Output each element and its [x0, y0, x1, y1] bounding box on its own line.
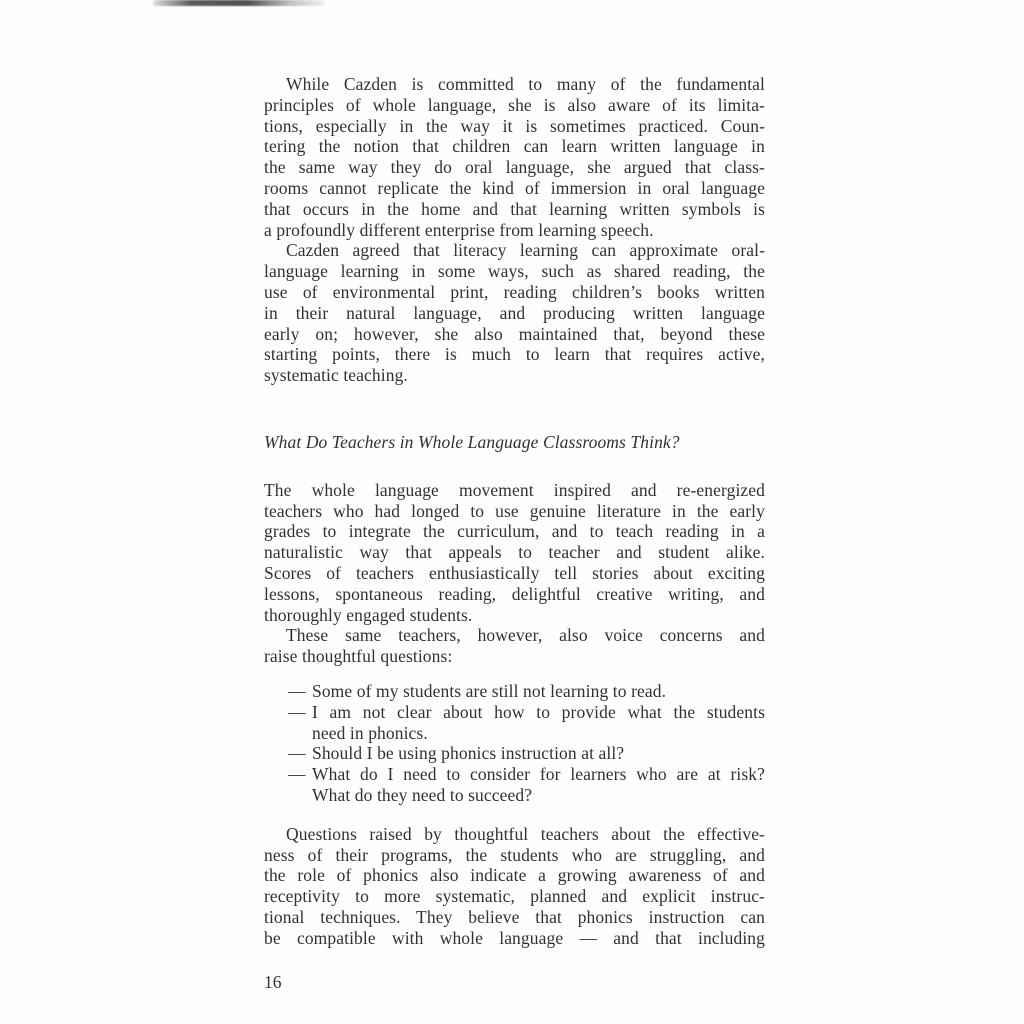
text-line: the role of phonics also indicate a growing awareness of and [264, 865, 765, 886]
text-line: Questions raised by thoughtful teachers about the effective- [286, 823, 765, 844]
em-dash-bullet: — [288, 743, 306, 764]
text-line: that occurs in the home and that learning written symbols is [264, 198, 765, 219]
paragraph [264, 480, 765, 626]
text-line: thoroughly engaged students. [264, 604, 473, 625]
page-number: 16 [264, 972, 282, 992]
text-line: principles of whole language, she is also aware of its limita- [264, 94, 765, 115]
text-line: These same teachers, however, also voice concerns and [286, 625, 765, 646]
text-line: Should I be using phonics instruction at all? [312, 743, 625, 764]
text-line: Scores of teachers enthusiastically tell stories about exciting [264, 562, 765, 583]
text-line: the same way they do oral language, she argued that class- [264, 157, 765, 178]
text-line: language learning in some ways, such as shared reading, the [264, 261, 765, 282]
section-heading: What Do Teachers in Whole Language Classrooms Think? [264, 431, 680, 452]
text-line: a profoundly different enterprise from learning speech. [264, 219, 654, 240]
em-dash-bullet: — [288, 680, 306, 701]
question-list [264, 681, 765, 806]
text-line: ness of their programs, the students who are struggling, and [264, 844, 765, 865]
paragraph [264, 74, 765, 240]
text-line: The whole language movement inspired and re-energized [264, 479, 765, 500]
question-text [312, 764, 765, 806]
text-line: early on; however, she also maintained that, beyond these [264, 323, 765, 344]
text-line: naturalistic way that appeals to teacher and student alike. [264, 542, 765, 563]
question-item [288, 743, 765, 764]
question-text [312, 702, 765, 744]
text-line: need in phonics. [312, 722, 428, 743]
paragraph [264, 625, 765, 667]
question-item [288, 764, 765, 806]
question-item [288, 702, 765, 744]
text-line: rooms cannot replicate the kind of immersion in oral language [264, 177, 765, 198]
text-line: Cazden agreed that literacy learning can approximate oral- [286, 240, 765, 261]
text-line: receptivity to more systematic, planned and explicit instruc- [264, 886, 765, 907]
question-text [312, 743, 765, 764]
text-line: While Cazden is committed to many of the fundamental [286, 74, 765, 94]
text-line: What do I need to consider for learners who are at risk? [312, 764, 765, 785]
text-line: starting points, there is much to learn that requires active, [264, 344, 765, 365]
text-line: use of environmental print, reading children’s books written [264, 281, 765, 302]
text-line: tions, especially in the way it is sometimes practiced. Coun- [264, 115, 765, 136]
page-content [264, 74, 765, 948]
em-dash-bullet: — [288, 701, 306, 722]
text-line: I am not clear about how to provide what the students [312, 701, 765, 722]
scan-edge-artifact [153, 0, 325, 6]
question-item [288, 681, 765, 702]
text-line: tional techniques. They believe that phonics instruction can [264, 906, 765, 927]
text-line: tering the notion that children can learn written language in [264, 136, 765, 157]
text-line: Some of my students are still not learning to read. [312, 680, 667, 701]
text-line: grades to integrate the curriculum, and to teach reading in a [264, 521, 765, 542]
text-line: be compatible with whole language — and that including [264, 927, 765, 948]
text-line: lessons, spontaneous reading, delightful creative writing, and [264, 583, 765, 604]
paragraph [264, 240, 765, 386]
text-line: teachers who had longed to use genuine literature in the early [264, 500, 765, 521]
em-dash-bullet: — [288, 764, 306, 785]
paragraph [264, 824, 765, 949]
text-line: systematic teaching. [264, 365, 408, 386]
text-line: What do they need to succeed? [312, 784, 533, 805]
text-line: in their natural language, and producing written language [264, 302, 765, 323]
text-line: raise thoughtful questions: [264, 646, 453, 667]
question-text [312, 681, 765, 702]
